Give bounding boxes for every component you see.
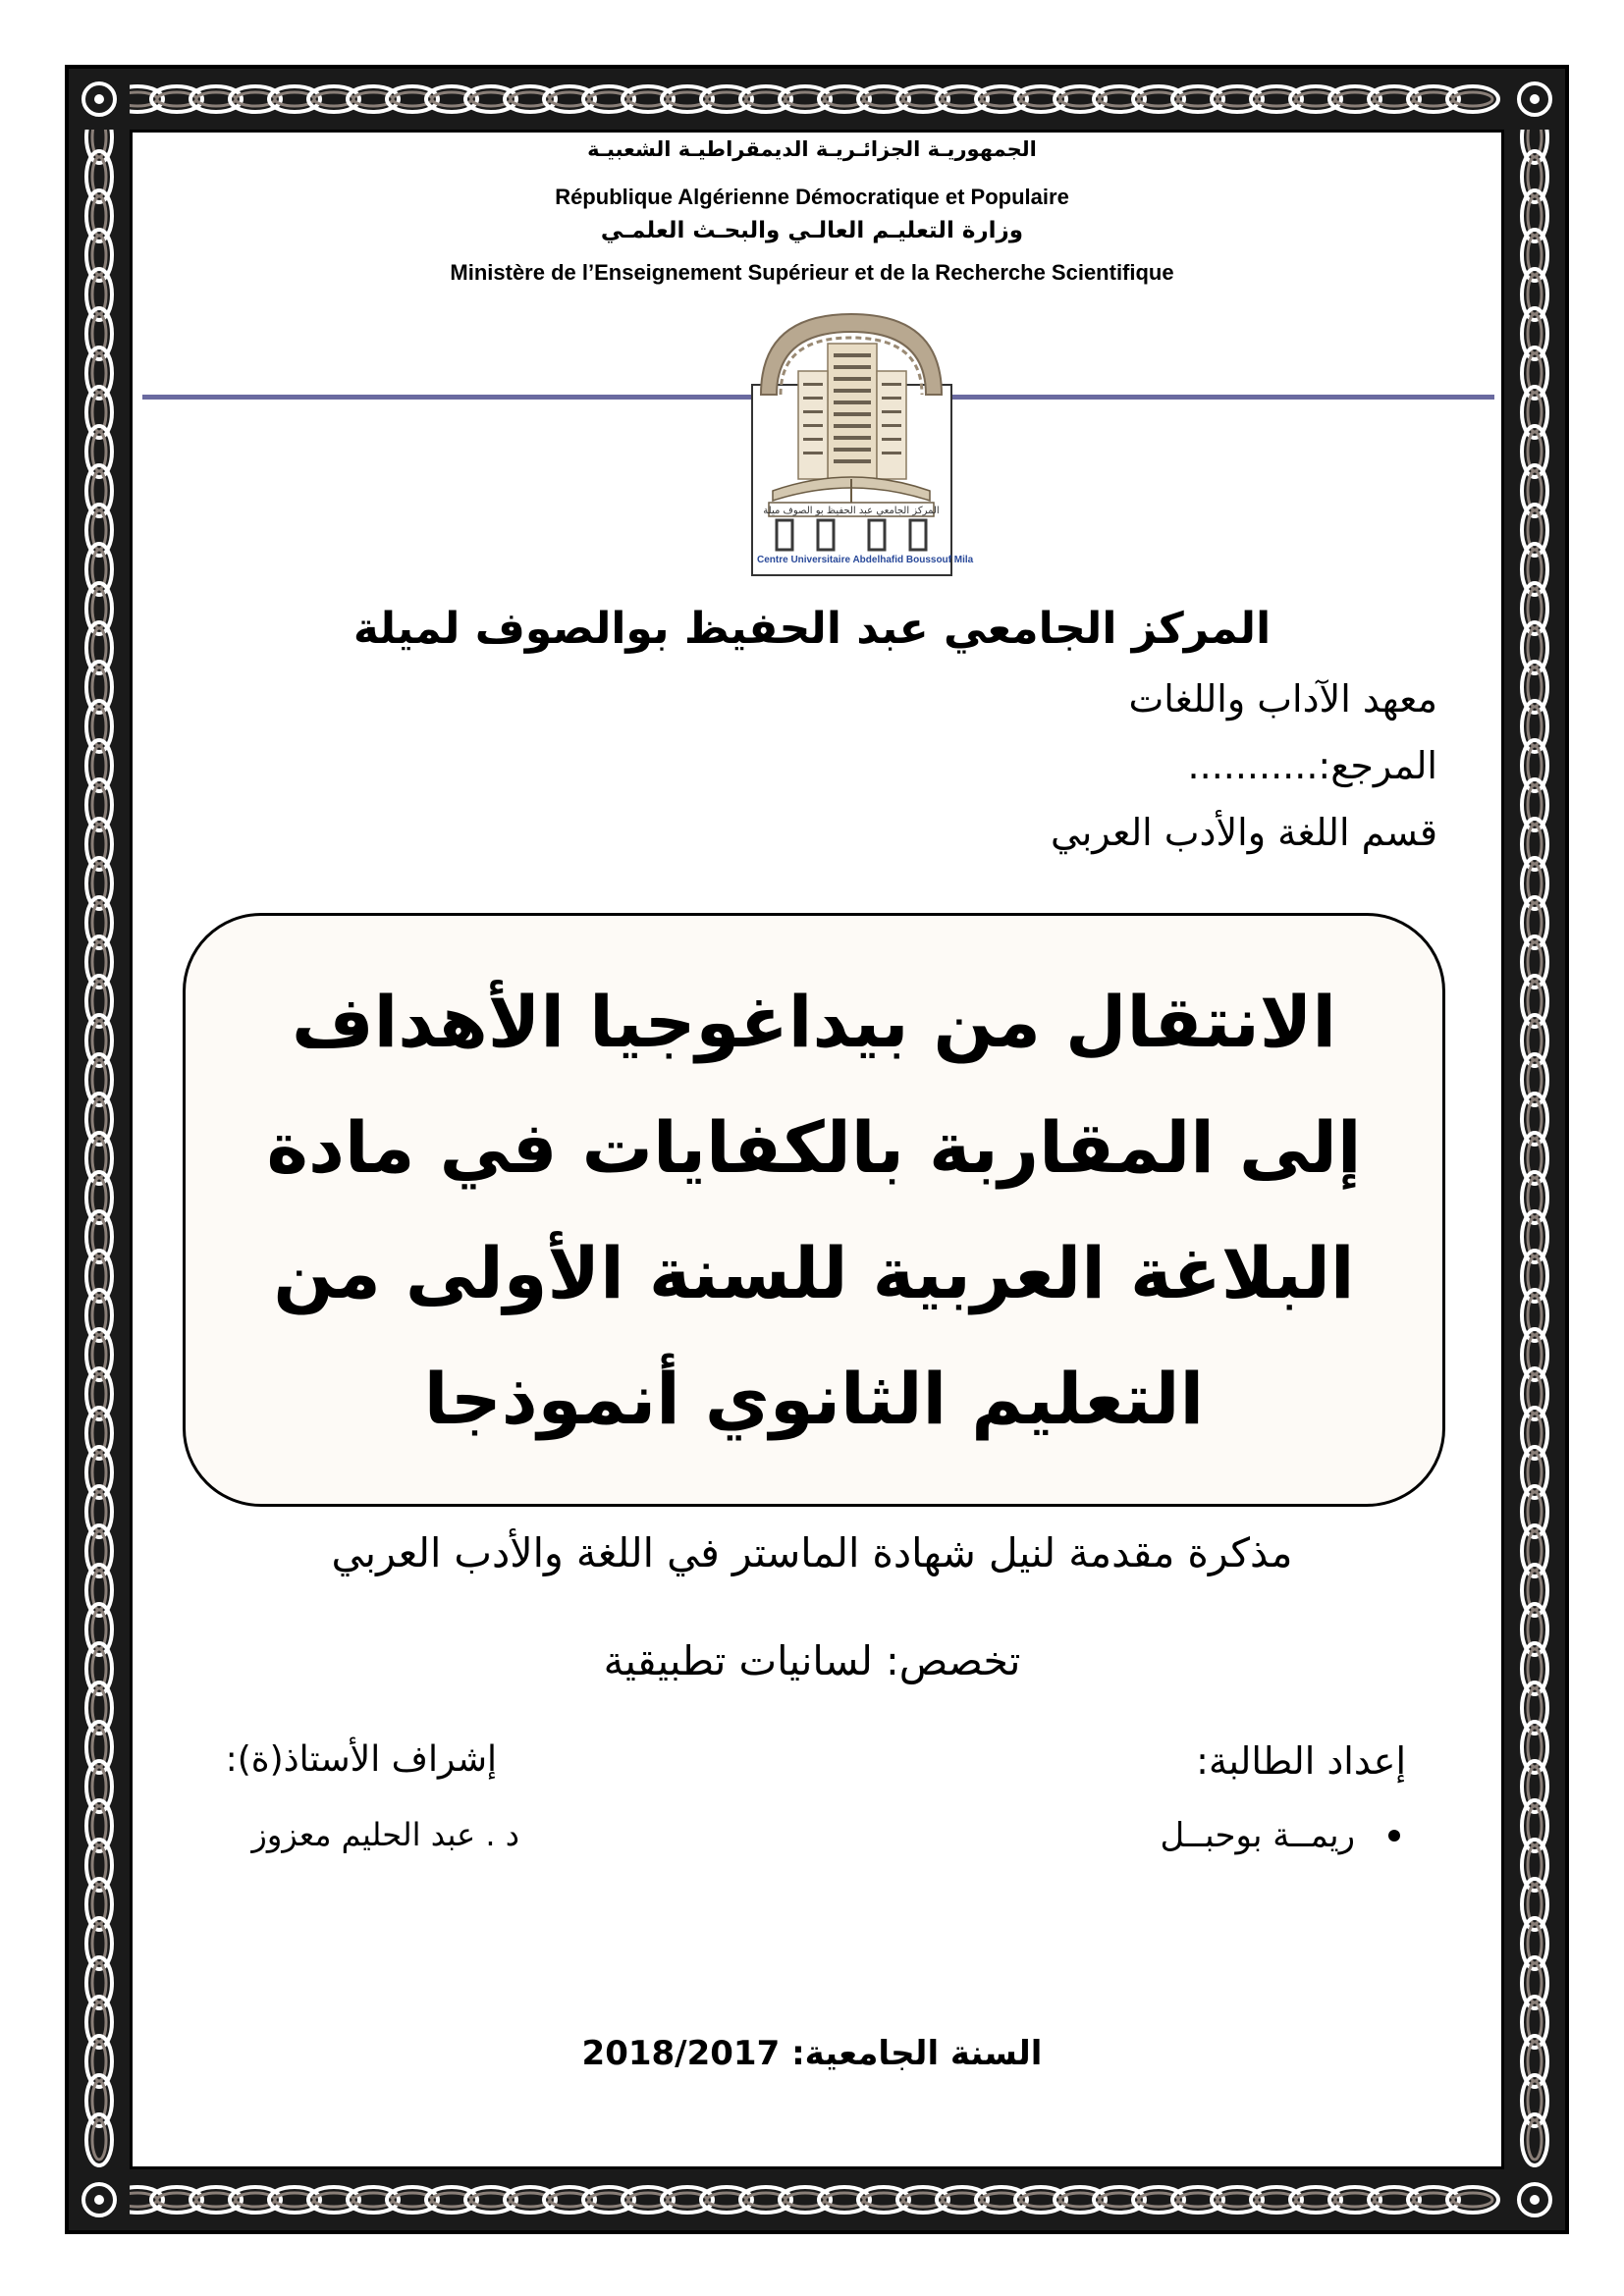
bullet-icon [1388, 1830, 1400, 1842]
border-band-bottom [69, 2169, 1565, 2230]
ministry-name-french: Ministère de l’Enseignement Supérieur et de la Recherche Scientifique [450, 260, 1174, 285]
republic-name-french: République Algérienne Démocratique et Populaire [555, 185, 1069, 209]
header-rule-right [952, 395, 1494, 400]
ministry-name-arabic: وزارة التعليـم العالـي والبحـث العلمـي [600, 218, 1024, 243]
corner-ornament-icon [69, 2169, 130, 2230]
header-rule-left [142, 395, 751, 400]
corner-ornament-icon [1504, 69, 1565, 130]
thesis-specialty: تخصص: لسانيات تطبيقية [603, 1637, 1021, 1684]
student-entry [1161, 1816, 1400, 1855]
corner-ornament-icon [69, 69, 130, 130]
university-center-name: المركز الجامعي عبد الحفيظ بوالصوف لميلة [352, 604, 1272, 654]
logo-banner-text: المركز الجامعي عبد الحفيظ بو الصوف ميلة [763, 506, 940, 516]
academic-year: السنة الجامعية: 2018/2017 [581, 2034, 1043, 2073]
department-name: قسم اللغة والأدب العربي [1051, 811, 1437, 854]
prepared-by-label: إعداد الطالبة: [1196, 1739, 1406, 1783]
border-band-top [69, 69, 1565, 130]
reference-number: المرجع:........... [1187, 744, 1437, 787]
logo-caption: Centre Universitaire Abdelhafid Boussouf Mila [757, 555, 974, 565]
corner-ornament-icon [1504, 2169, 1565, 2230]
republic-name-arabic: الجمهوريـة الجزائـريـة الديمقراطيـة الشعبيـة [587, 137, 1037, 161]
thesis-purpose: مذكرة مقدمة لنيل شهادة الماستر في اللغة والأدب العربي [331, 1529, 1293, 1576]
student-name: ريمــة بوحبــل [1160, 1816, 1355, 1855]
university-logo [751, 306, 974, 576]
thesis-title: الانتقال من بيداغوجيا الأهداف إلى المقاربة بالكفايات في مادة البلاغة العربية للسنة الأولى من التعليم الثانوي أنموذجا [266, 980, 1362, 1440]
institute-name: معهد الآداب واللغات [1128, 677, 1437, 721]
supervisor-name: د . عبد الحليم معزوز [251, 1816, 519, 1853]
thesis-title-box [183, 913, 1445, 1507]
supervisor-label: إشراف الأستاذ(ة): [225, 1739, 497, 1780]
border-band-left [69, 69, 130, 2230]
border-band-right [1504, 69, 1565, 2230]
